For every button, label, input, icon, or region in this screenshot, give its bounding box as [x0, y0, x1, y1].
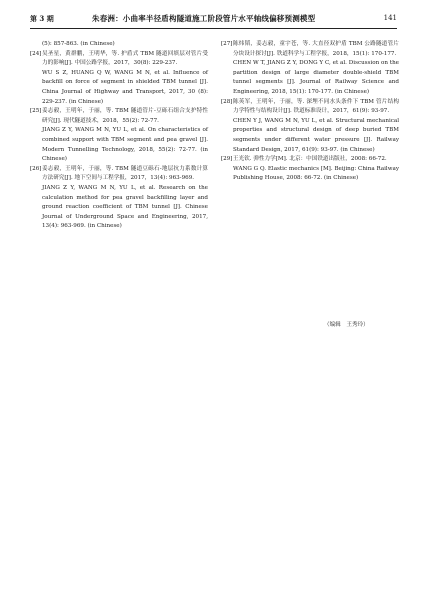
editor-note: （编辑 王秀玲） — [324, 322, 369, 328]
reference-text-english: WANG G Q. Elastic mechanics [M]. Beijing: China Railway Publishing House, 2008: 66-72. (in Chinese) — [233, 165, 399, 182]
left-column — [30, 40, 208, 232]
reference-text-chinese: 陈炜韬，姜志毅，童宇苍，等. 大直径双护盾 TBM 公路隧道管片分块设计探讨[J]. 铁道科学与工程学报，2018，15(1): 170-177. — [233, 41, 399, 57]
reference-text-english: CHEN W T, JIANG Z Y, DONG Y C, et al. Discussion on the partition design of large diameter double-shield TBM tunnel segments [J]. Journal of Railway Science and Engineering, 2018, 15(1): 170-177. (in Chinese) — [233, 60, 399, 95]
reference-item — [30, 50, 208, 108]
reference-text-english: JIANG Z Y, WANG M N, YU L, et al. On characteristics of combined support with TBM segment and pea gravel [J]. Modern Tunnelling Technology, 2018, 55(2): 72-77. (in Chinese) — [42, 127, 208, 163]
reference-text-chinese: 陈英军，王明年，于丽，等. 深埋不同水头条件下 TBM 管片结构力学特性与结构设计[J]. 铁道标准设计，2017，61(9): 93-97. — [233, 98, 399, 115]
reference-number: [27] — [221, 41, 233, 47]
reference-number: [24] — [30, 50, 42, 57]
reference-item — [221, 155, 399, 184]
reference-item — [30, 165, 208, 232]
reference-text-chinese: 吴圣星，黄群鹏，王明华，等. 护盾式 TBM 隧道回填层对管片受力的影响[J]. 中国公路学报，2017，30(8): 229-237. — [42, 50, 208, 67]
reference-number: [26] — [30, 165, 42, 172]
reference-text-english: CHEN Y J, WANG M N, YU L, et al. Structural mechanical properties and structural design of deep buried TBM segments under different water pressure [J]. Railway Standard Design, 2017, 61(9): 93-97. (in Chinese) — [233, 117, 399, 153]
reference-text-chinese: 姜志毅，王明年，于丽，等. TBM 隧道管片-豆砾石组合支护特性研究[J]. 现代隧道技术，2018，55(2): 72-77. — [42, 108, 208, 124]
page-number: 141 — [383, 14, 397, 22]
reference-text-english: WU S Z, HUANG Q W, WANG M N, et al. Influence of backfill on force of segment in shielded TBM tunnel [J]. China Journal of Highway and Transport, 2017, 30 (8): 229-237. (in Chinese) — [42, 69, 208, 105]
reference-text-chinese: 王光钦. 弹性力学[M]. 北京：中国铁道出版社，2008: 66-72. — [233, 156, 387, 163]
reference-text-chinese: 姜志毅，王明年，于丽，等. TBM 隧道豆砾石-地层抗力系数计算方法研究[J]. 地下空间与工程学报，2017，13(4): 963-969. — [42, 165, 208, 182]
reference-number: [25] — [30, 108, 42, 115]
reference-number: [28] — [221, 98, 233, 105]
reference-item — [30, 107, 208, 165]
issue-number: 第 3 期 — [30, 14, 54, 23]
reference-number: [29] — [221, 156, 233, 163]
reference-text-english: JIANG Z Y, WANG M N, YU L, et al. Research on the calculation method for pea gravel backfilling layer and ground reaction coefficient of TBM tunnel [J]. Chinese Journal of Underground Space and Engineering, 2017, 13(4): 963-969. (in Chinese) — [42, 184, 208, 230]
running-header — [30, 12, 397, 29]
reference-item — [221, 98, 399, 156]
running-title: 朱春洲：小曲率半径盾构隧道施工阶段管片水平轴线偏移预测模型 — [92, 14, 316, 23]
reference-item — [30, 40, 208, 50]
right-column — [221, 40, 399, 184]
reference-item — [221, 40, 399, 98]
reference-text-chinese: (5): 857-863. (in Chinese) — [42, 41, 115, 47]
